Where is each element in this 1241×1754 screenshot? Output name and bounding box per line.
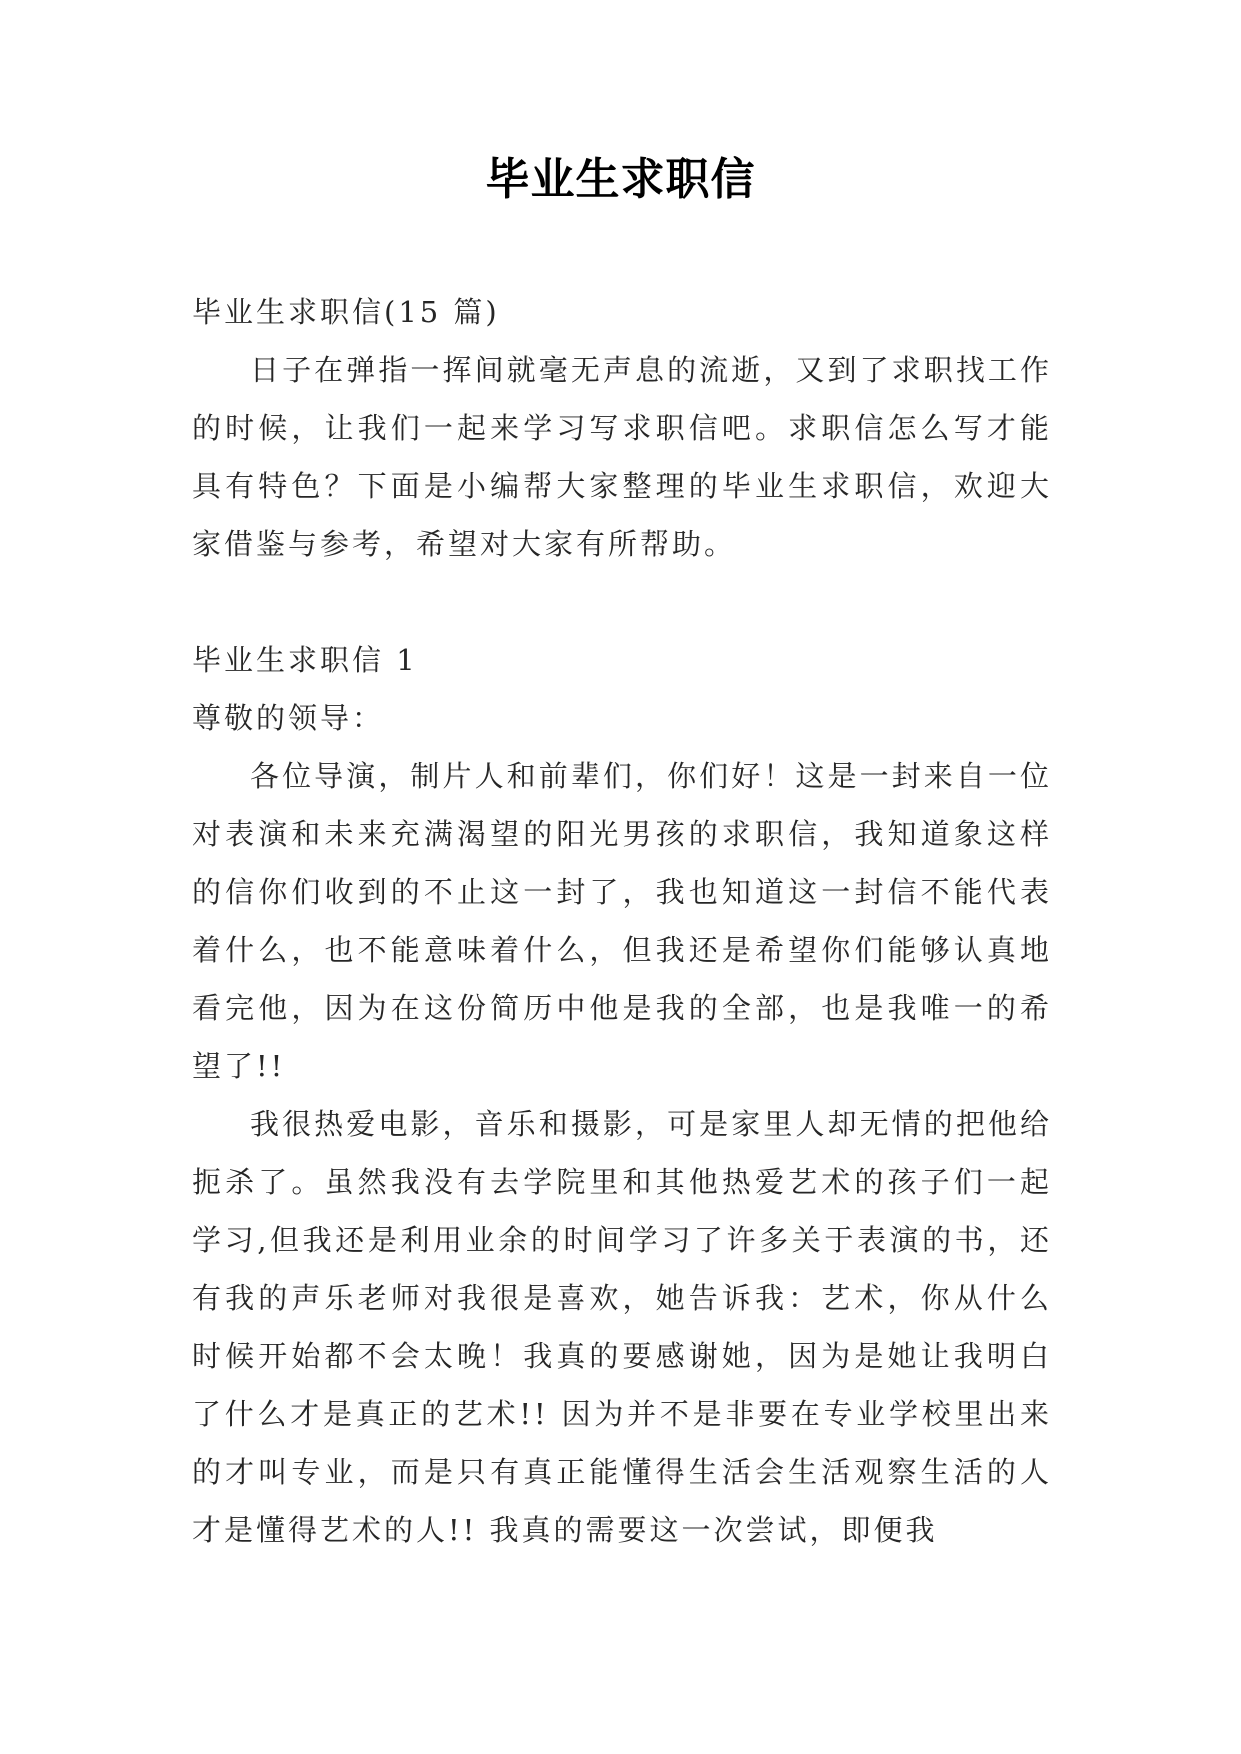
- body-paragraph-1: 各位导演，制片人和前辈们，你们好！这是一封来自一位对表演和未来充满渴望的阳光男孩的求职信，我知道象这样的信你们收到的不止这一封了，我也知道这一封信不能代表着什么，也不能意味着什么，但我还是希望你们能够认真地看完他，因为在这份简历中他是我的全部，也是我唯一的希望了!!: [192, 759, 1052, 1083]
- document-body: [192, 283, 1052, 1559]
- document-title: 毕业生求职信: [485, 154, 756, 205]
- document-subtitle: 毕业生求职信(15 篇): [192, 295, 500, 329]
- paragraph-spacer: [192, 573, 1052, 631]
- salutation: 尊敬的领导：: [192, 701, 385, 735]
- intro-paragraph: 日子在弹指一挥间就毫无声息的流逝，又到了求职找工作的时候，让我们一起来学习写求职信吧。求职信怎么写才能具有特色？下面是小编帮大家整理的毕业生求职信，欢迎大家借鉴与参考，希望对大家有所帮助。: [192, 353, 1052, 561]
- letter-heading: 毕业生求职信 1: [192, 643, 418, 677]
- body-paragraph-2: 我很热爱电影，音乐和摄影，可是家里人却无情的把他给扼杀了。虽然我没有去学院里和其他热爱艺术的孩子们一起学习,但我还是利用业余的时间学习了许多关于表演的书，还有我的声乐老师对我很是喜欢，她告诉我：艺术，你从什么时候开始都不会太晚！我真的要感谢她，因为是她让我明白了什么才是真正的艺术!! 因为并不是非要在专业学校里出来的才叫专业，而是只有真正能懂得生活会生活观察生活的人才是懂得艺术的人!! 我真的需要这一次尝试，即便我: [192, 1107, 1052, 1547]
